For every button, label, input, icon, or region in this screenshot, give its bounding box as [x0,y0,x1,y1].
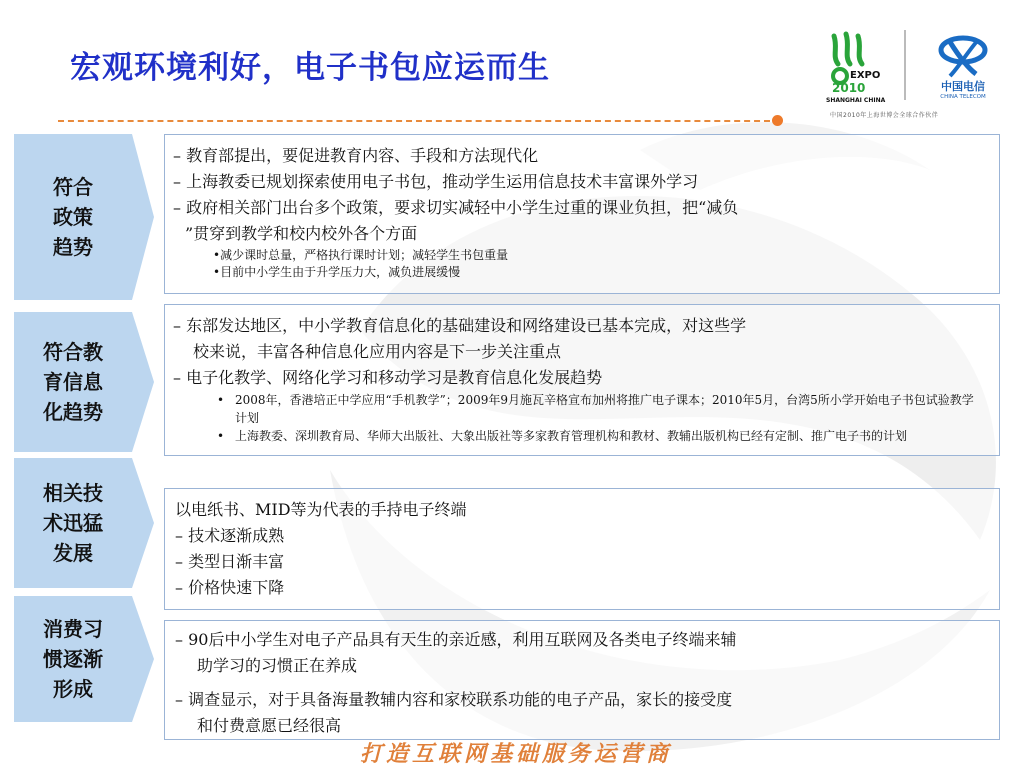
page-title: 宏观环境利好，电子书包应运而生 [70,50,550,86]
content-line: 助学习的习惯正在养成 [197,656,358,675]
content-line: – 价格快速下降 [175,578,285,597]
content-line: – 类型日渐丰富 [175,552,285,571]
bullet-dot: • [217,429,225,443]
sub-bullet: • 2008年，香港培正中学应用“手机教学”；2009年9月施瓦辛格宣布加州将推广电子课本；2010年5月，台湾5所小学开始电子书包试验教学计划 [217,393,974,425]
sub-bullet: •目前中小学生由于升学压力大，减负进展缓慢 [213,265,461,279]
section-label-consumption [14,596,154,722]
title-divider [58,120,770,122]
content-line: – 电子化教学、网络化学习和移动学习是教育信息化发展趋势 [173,368,603,387]
content-line: – 技术逐渐成熟 [175,526,285,545]
section-content-consumption [164,620,1000,740]
expo-2010-logo [826,30,890,104]
logo-caption: 中国2010年上海世博会全球合作伙伴 [830,112,939,119]
section-content-technology [164,488,1000,610]
china-telecom-name: 中国电信 CHINA TELECOM [940,80,986,100]
sub-bullet: •减少课时总量，严格执行课时计划；减轻学生书包重量 [213,248,509,262]
content-line: – 90后中小学生对电子产品具有天生的亲近感，利用互联网及各类电子终端来辅 [175,630,737,649]
section-label-technology [14,458,154,588]
section-content-policy [164,134,1000,294]
content-line: 和付费意愿已经很高 [197,716,342,735]
svg-text:2010: 2010 [832,81,866,95]
section-label-text: 符合 政策 趋势 [53,175,93,259]
content-line: 校来说，丰富各种信息化应用内容是下一步关注重点 [193,342,562,361]
logo-separator [904,30,906,100]
section-content-informatization [164,304,1000,456]
content-line: – 东部发达地区，中小学教育信息化的基础建设和网络建设已基本完成，对这些学 [173,316,747,335]
divider-dot [772,115,783,126]
content-line: ”贯穿到教学和校内校外各个方面 [185,224,418,243]
content-line: – 上海教委已规划探索使用电子书包，推动学生运用信息技术丰富课外学习 [173,172,699,191]
section-label-policy [14,134,154,300]
content-line: 以电纸书、MID等为代表的手持电子终端 [175,500,467,519]
content-line: – 政府相关部门出台多个政策，要求切实减轻中小学生过重的课业负担，把“减负 [173,198,739,217]
svg-text:SHANGHAI CHINA: SHANGHAI CHINA [826,97,886,104]
content-line: – 调查显示，对于具备海量教辅内容和家校联系功能的电子产品，家长的接受度 [175,690,733,709]
content-line: – 教育部提出，要促进教育内容、手段和方法现代化 [173,146,539,165]
sub-bullet: • 上海教委、深圳教育局、华师大出版社、大象出版社等多家教育管理机构和教材、教辅出版机构已经有定制、推广电子书的计划 [217,429,908,443]
section-label-informatization [14,312,154,452]
footer-slogan: 打造互联网基础服务运营商 [360,741,673,767]
bullet-dot: • [217,393,225,407]
section-label-text: 符合教 育信息 化趋势 [43,340,103,424]
svg-text:EXPO: EXPO [850,70,881,81]
section-label-text: 消费习 惯逐渐 形成 [43,617,103,701]
section-label-text: 相关技 术迅猛 发展 [43,481,103,565]
